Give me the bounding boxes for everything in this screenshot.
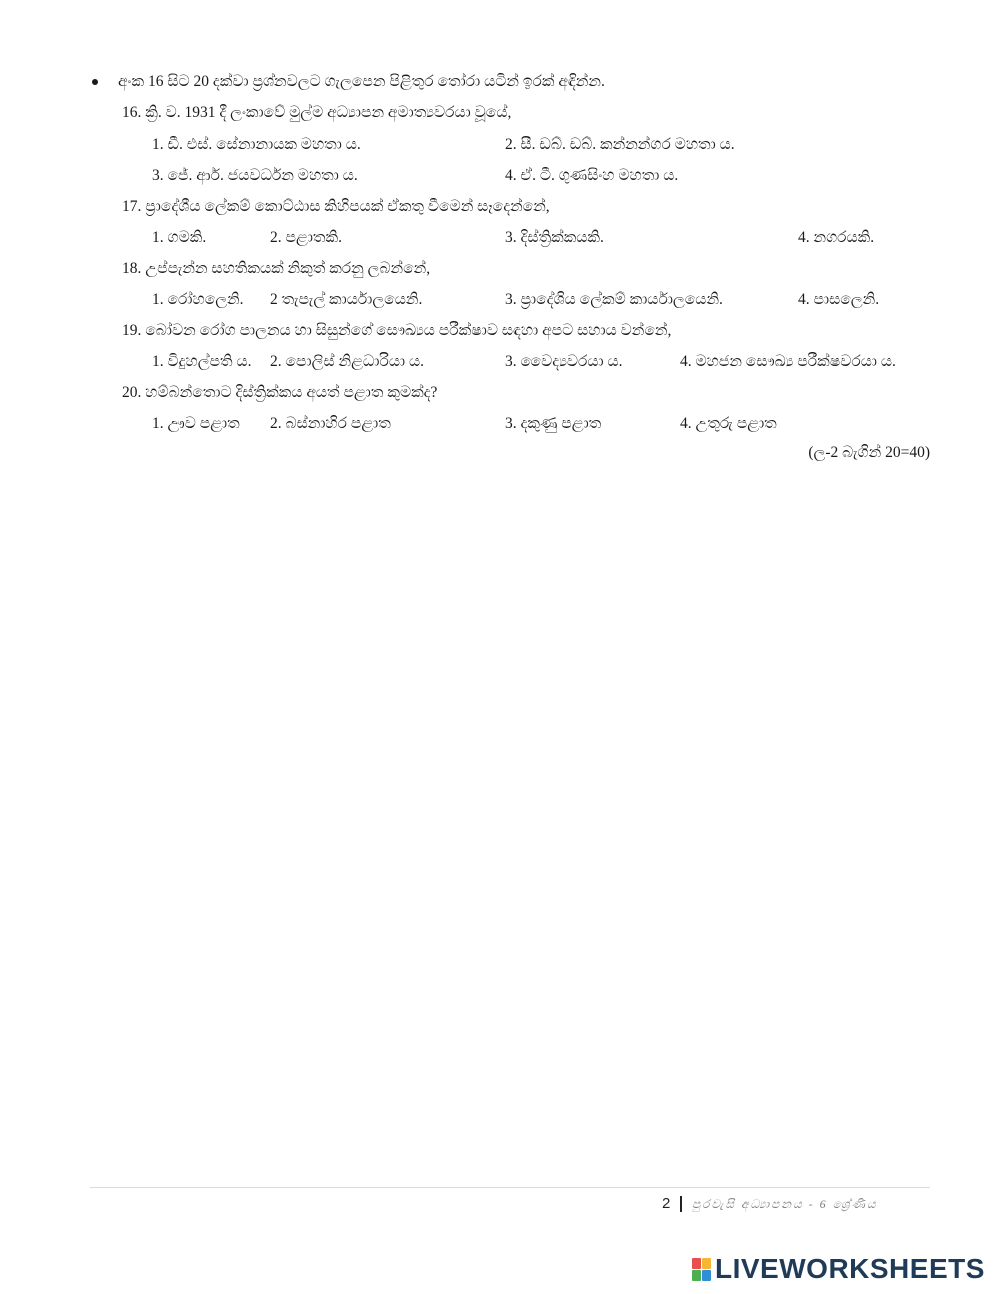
question-16-option-1[interactable]: 1. ඩී. එස්. සේනානායක මහතා ය. [152,136,361,153]
question-19-option-2[interactable]: 2. පොලිස් නිළධාරියා ය. [270,353,424,370]
question-18-stem: 18. උප්පැන්න සහතිකයක් නිකුත් කරනු ලබන්නේ, [122,260,431,277]
question-17-option-1[interactable]: 1. ගමකි. [152,229,207,246]
question-20-stem: 20. හම්බන්තොට දිස්ත්‍රික්කය අයත් පළාත කුමක්ද? [122,384,438,401]
footer-text: පුරවැසි අධ්‍යාපනය - 6 ශ්‍රේණිය [692,1197,878,1211]
question-18-option-1[interactable]: 1. රෝහලෙනි. [152,291,244,308]
question-19-option-3[interactable]: 3. වෛද්‍යවරයා ය. [505,353,623,370]
footer-divider [90,1187,930,1188]
marks-note: (ල-2 බැගින් 20=40) [808,444,930,461]
question-17-option-3[interactable]: 3. දිස්ත්‍රික්කයකි. [505,229,604,246]
question-20-option-1[interactable]: 1. ඌව පළාත [152,415,240,432]
page-number: 2 [662,1195,671,1212]
bullet-icon [92,79,98,85]
question-20-option-2[interactable]: 2. බස්නාහිර පළාත [270,415,391,432]
instruction-text: අංක 16 සිට 20 දක්වා ප්‍රශ්නවලට ගැලපෙන පිළිතුර තෝරා යටින් ඉරක් අඳින්න. [118,73,605,90]
question-16-option-4[interactable]: 4. ඒ. ටී. ගුණසිංහ මහතා ය. [505,167,679,184]
liveworksheets-logo [692,1254,985,1284]
question-16-option-2[interactable]: 2. සී. ඩබ්. ඩබ්. කන්නන්ගර මහතා ය. [505,136,735,153]
liveworksheets-logo-text: LIVEWORKSHEETS [715,1253,985,1284]
question-19-option-1[interactable]: 1. විදුහල්පති ය. [152,353,252,370]
page-number-divider [680,1196,682,1212]
question-17-option-2[interactable]: 2. පළාතකි. [270,229,342,246]
question-20-option-3[interactable]: 3. දකුණු පළාත [505,415,602,432]
question-20-option-4[interactable]: 4. උතුරු පළාත [680,415,777,432]
question-18-option-4[interactable]: 4. පාසලෙනි. [798,291,880,308]
question-18-option-3[interactable]: 3. ප්‍රාදේශිය ලේකම් කාර්යාලයෙනි. [505,291,723,308]
question-19-stem: 19. බෝවන රෝග පාලනය හා සිසුන්ගේ සෞඛ්‍යය පරීක්ෂාව සඳහා අපට සහාය වන්නේ, [122,322,672,339]
question-19-option-4[interactable]: 4. මහජන සෞඛ්‍ය පරීක්ෂවරයා ය. [680,353,896,370]
liveworksheets-logo-icon [692,1257,712,1281]
question-18-option-2[interactable]: 2 තැපැල් කාර්යාලයෙනි. [270,291,423,308]
question-16-option-3[interactable]: 3. ජේ. ආර්. ජයවර්ධන මහතා ය. [152,167,358,184]
question-17-option-4[interactable]: 4. නගරයකි. [798,229,875,246]
question-16-stem: 16. ක්‍රි. ව. 1931 දී ලංකාවේ මුල්ම අධ්‍යාපන අමාත්‍යවරයා වූයේ, [122,104,512,121]
question-17-stem: 17. ප්‍රාදේශීය ලේකම් කොට්ඨාස කිහිපයක් ඒකතු වීමෙන් සෑදෙන්නේ, [122,198,550,215]
